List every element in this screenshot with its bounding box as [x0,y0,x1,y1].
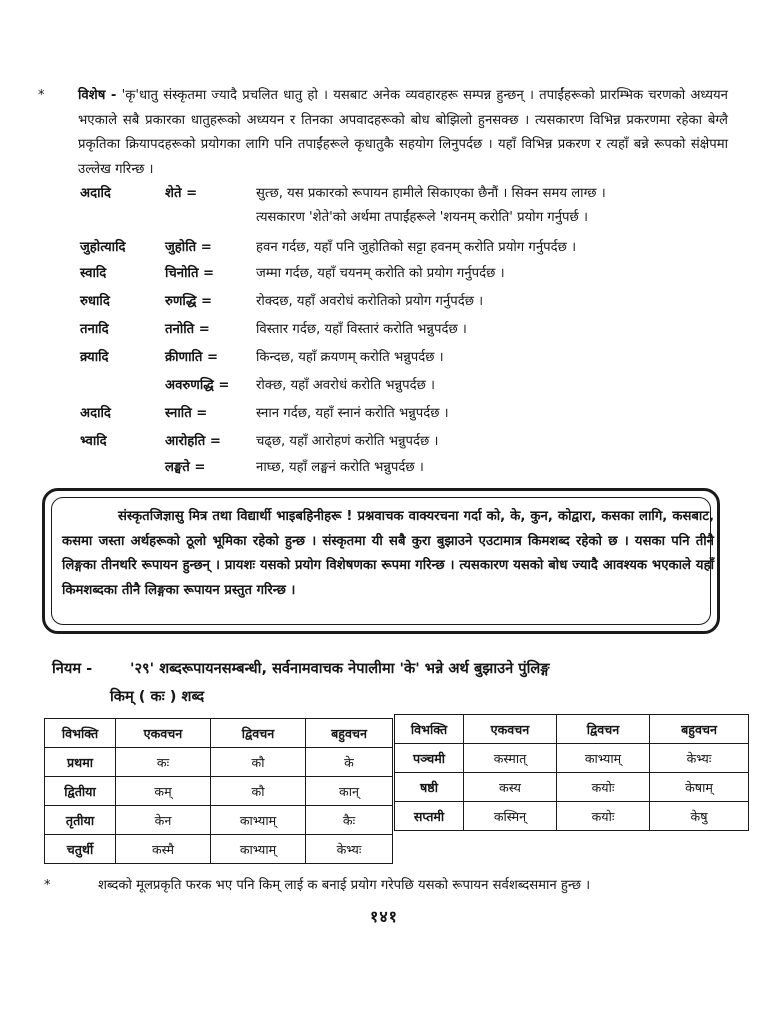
verb-meaning: जम्मा गर्दछ, यहाँ चयनम् करोति को प्रयोग गर्नुपर्दछ । [256,266,505,281]
intro-text: 'कृ'धातु संस्कृतमा ज्यादै प्रचलित धातु हो । यसबाट अनेक व्यवहारहरू सम्पन्न हुन्छन् । तपाईंहरूको प्रारम्भिक चरणको अध्ययन भएकाले सबै प्रकारका धातुहरूको अध्ययन र तिनका अपवादहरूको बोध बोझिलो हुनसक्छ । त्यसकारण विभिन्न प्रकरणमा रहेका बेग्लै प्रकृतिका क्रियापदहरूको प्रयोगका लागि पनि तपाईंहरूले कृधातुकै सहयोग लिनुपर्दछ । यहाँ विभिन्न प्रकरण र त्यहाँ बन्ने रूपको संक्षेपमा उल्लेख गरिन्छ । [78,88,728,177]
verb-form: रुणद्धि = [165,294,213,309]
form-cell: कान् [306,777,393,806]
verb-row [0,456,768,480]
form-cell: काभ्याम् [211,835,306,864]
verb-gana: अदादि [80,406,111,421]
form-cell: कः [116,748,211,777]
verb-row [0,236,768,260]
table-row [395,802,749,831]
table-header-cell: एकवचन [464,715,557,744]
form-cell: केषु [650,802,749,831]
note-box-text: संस्कृतजिज्ञासु मित्र तथा विद्यार्थी भाइबहिनीहरू ! प्रश्नवाचक वाक्यरचना गर्दा को, के, कुन, कोद्वारा, कसका लागि, कसबाट, कसमा जस्ता अर्थहरूको ठूलो भूमिका रहेको हुन्छ । संस्कृतमा यी सबै कुरा बुझाउने एउटामात्र किमशब्द रहेको छ । यसका पनि तीनै लिङ्गका तीनथरि रूपायन हुन्छन् । प्रायशः यसको प्रयोग विशेषणका रूपमा गरिन्छ । त्यसकारण यसको बोध ज्यादै आवश्यक भएकाले यहाँ किमशब्दका तीनै लिङ्गका रूपायन प्रस्तुत गरिन्छ । [62,509,714,598]
footnote-marker: * [44,878,51,893]
verb-meaning: किन्दछ, यहाँ क्रयणम् करोति भन्नुपर्दछ । [256,350,444,365]
rule-label: नियम - [52,660,93,677]
table-row [45,806,393,835]
verb-form: स्नाति = [165,406,208,421]
table-header-cell: द्विवचन [211,719,306,748]
verb-gana: रुधादि [80,294,110,309]
form-cell: केन [116,806,211,835]
form-cell: कम् [116,777,211,806]
form-cell: कस्य [464,773,557,802]
form-cell: कस्मिन् [464,802,557,831]
verb-meaning: विस्तार गर्दछ, यहाँ विस्तारं करोति भन्नुपर्दछ । [256,322,467,337]
verb-form: तनोति = [165,322,210,337]
verb-row [0,318,768,342]
verb-row [0,430,768,454]
form-cell: केभ्यः [650,744,749,773]
form-cell: कैः [306,806,393,835]
verb-form: क्रीणाति = [165,350,219,365]
verb-gana: तनादि [80,322,109,337]
verb-meaning: रोक्छ, यहाँ अवरोधं करोति भन्नुपर्दछ । [256,378,436,393]
verb-gana: क्र्यादि [80,350,109,365]
table-header-cell: बहुवचन [306,719,393,748]
form-cell: कस्मै [116,835,211,864]
intro-paragraph [78,84,728,182]
table-header-row [45,719,393,748]
rule-subtitle: किम् ( कः ) शब्द [110,688,205,705]
verb-form: जुहोति = [165,240,212,255]
form-cell: काभ्याम् [211,806,306,835]
verb-meaning: सुत्छ, यस प्रकारको रूपायन हामीले सिकाएका छैनौं । सिक्न समय लाग्छ । [256,186,606,201]
verb-gana: अदादि [80,186,111,201]
verb-row [0,262,768,286]
case-name-cell: षष्ठी [395,773,464,802]
verb-row [0,206,768,230]
form-cell: काभ्याम् [557,744,650,773]
case-name-cell: पञ्चमी [395,744,464,773]
table-header-row [395,715,749,744]
verb-meaning: चढ्छ, यहाँ आरोहणं करोति भन्नुपर्दछ । [256,434,439,449]
case-name-cell: प्रथमा [45,748,116,777]
verb-meaning: हवन गर्दछ, यहाँ पनि जुहोतिको सट्टा हवनम् करोति प्रयोग गर्नुपर्दछ । [256,240,577,255]
rule-text: '२९' शब्दरूपायनसम्बन्धी, सर्वनामवाचक नेपालीमा 'के' भन्ने अर्थ बुझाउने पुंलिङ्ग [130,660,550,677]
verb-gana: जुहोत्यादि [80,240,126,255]
table-header-cell: एकवचन [116,719,211,748]
case-name-cell: द्वितीया [45,777,116,806]
verb-meaning: रोक्दछ, यहाँ अवरोधं करोतिको प्रयोग गर्नुपर्दछ । [256,294,484,309]
verb-form: चिनोति = [165,266,215,281]
case-name-cell: सप्तमी [395,802,464,831]
form-cell: के [306,748,393,777]
table-row [395,744,749,773]
declension-table-left [44,718,393,864]
verb-meaning: त्यसकारण 'शेते'को अर्थमा तपाईंहरूले 'शयनम् करोति' प्रयोग गर्नुपर्छ । [256,210,588,225]
verb-row [0,402,768,426]
table-header-cell: बहुवचन [650,715,749,744]
form-cell: कौ [211,777,306,806]
verb-gana: स्वादि [80,266,107,281]
case-name-cell: चतुर्थी [45,835,116,864]
table-header-cell: विभक्ति [45,719,116,748]
intro-marker: * [38,88,45,103]
table-row [45,777,393,806]
verb-form: लङ्घते = [165,460,206,475]
table-row [45,835,393,864]
form-cell: कयोः [557,802,650,831]
table-row [45,748,393,777]
verb-meaning: स्नान गर्दछ, यहाँ स्नानं करोति भन्नुपर्दछ । [256,406,449,421]
verb-row [0,346,768,370]
declension-table-right [394,714,749,831]
table-header-cell: द्विवचन [557,715,650,744]
table-row [395,773,749,802]
verb-row [0,290,768,314]
footnote: शब्दको मूलप्रकृति फरक भए पनि किम् लाई क बनाई प्रयोग गरेपछि यसको रूपायन सर्वशब्दसमान हुन्छ । [98,878,591,893]
table-header-cell: विभक्ति [395,715,464,744]
form-cell: कस्मात् [464,744,557,773]
intro-label: विशेष - [78,88,117,103]
form-cell: कौ [211,748,306,777]
verb-row [0,182,768,206]
form-cell: कयोः [557,773,650,802]
verb-gana: भ्वादि [80,434,107,449]
page-number: १४१ [370,907,398,926]
verb-form: अवरुणद्धि = [165,378,230,393]
form-cell: केभ्यः [306,835,393,864]
case-name-cell: तृतीया [45,806,116,835]
form-cell: केषाम् [650,773,749,802]
verb-form: शेते = [165,186,198,201]
verb-meaning: नाघ्छ, यहाँ लङ्घनं करोति भन्नुपर्दछ । [256,460,424,475]
verb-row [0,374,768,398]
verb-form: आरोहति = [165,434,221,449]
